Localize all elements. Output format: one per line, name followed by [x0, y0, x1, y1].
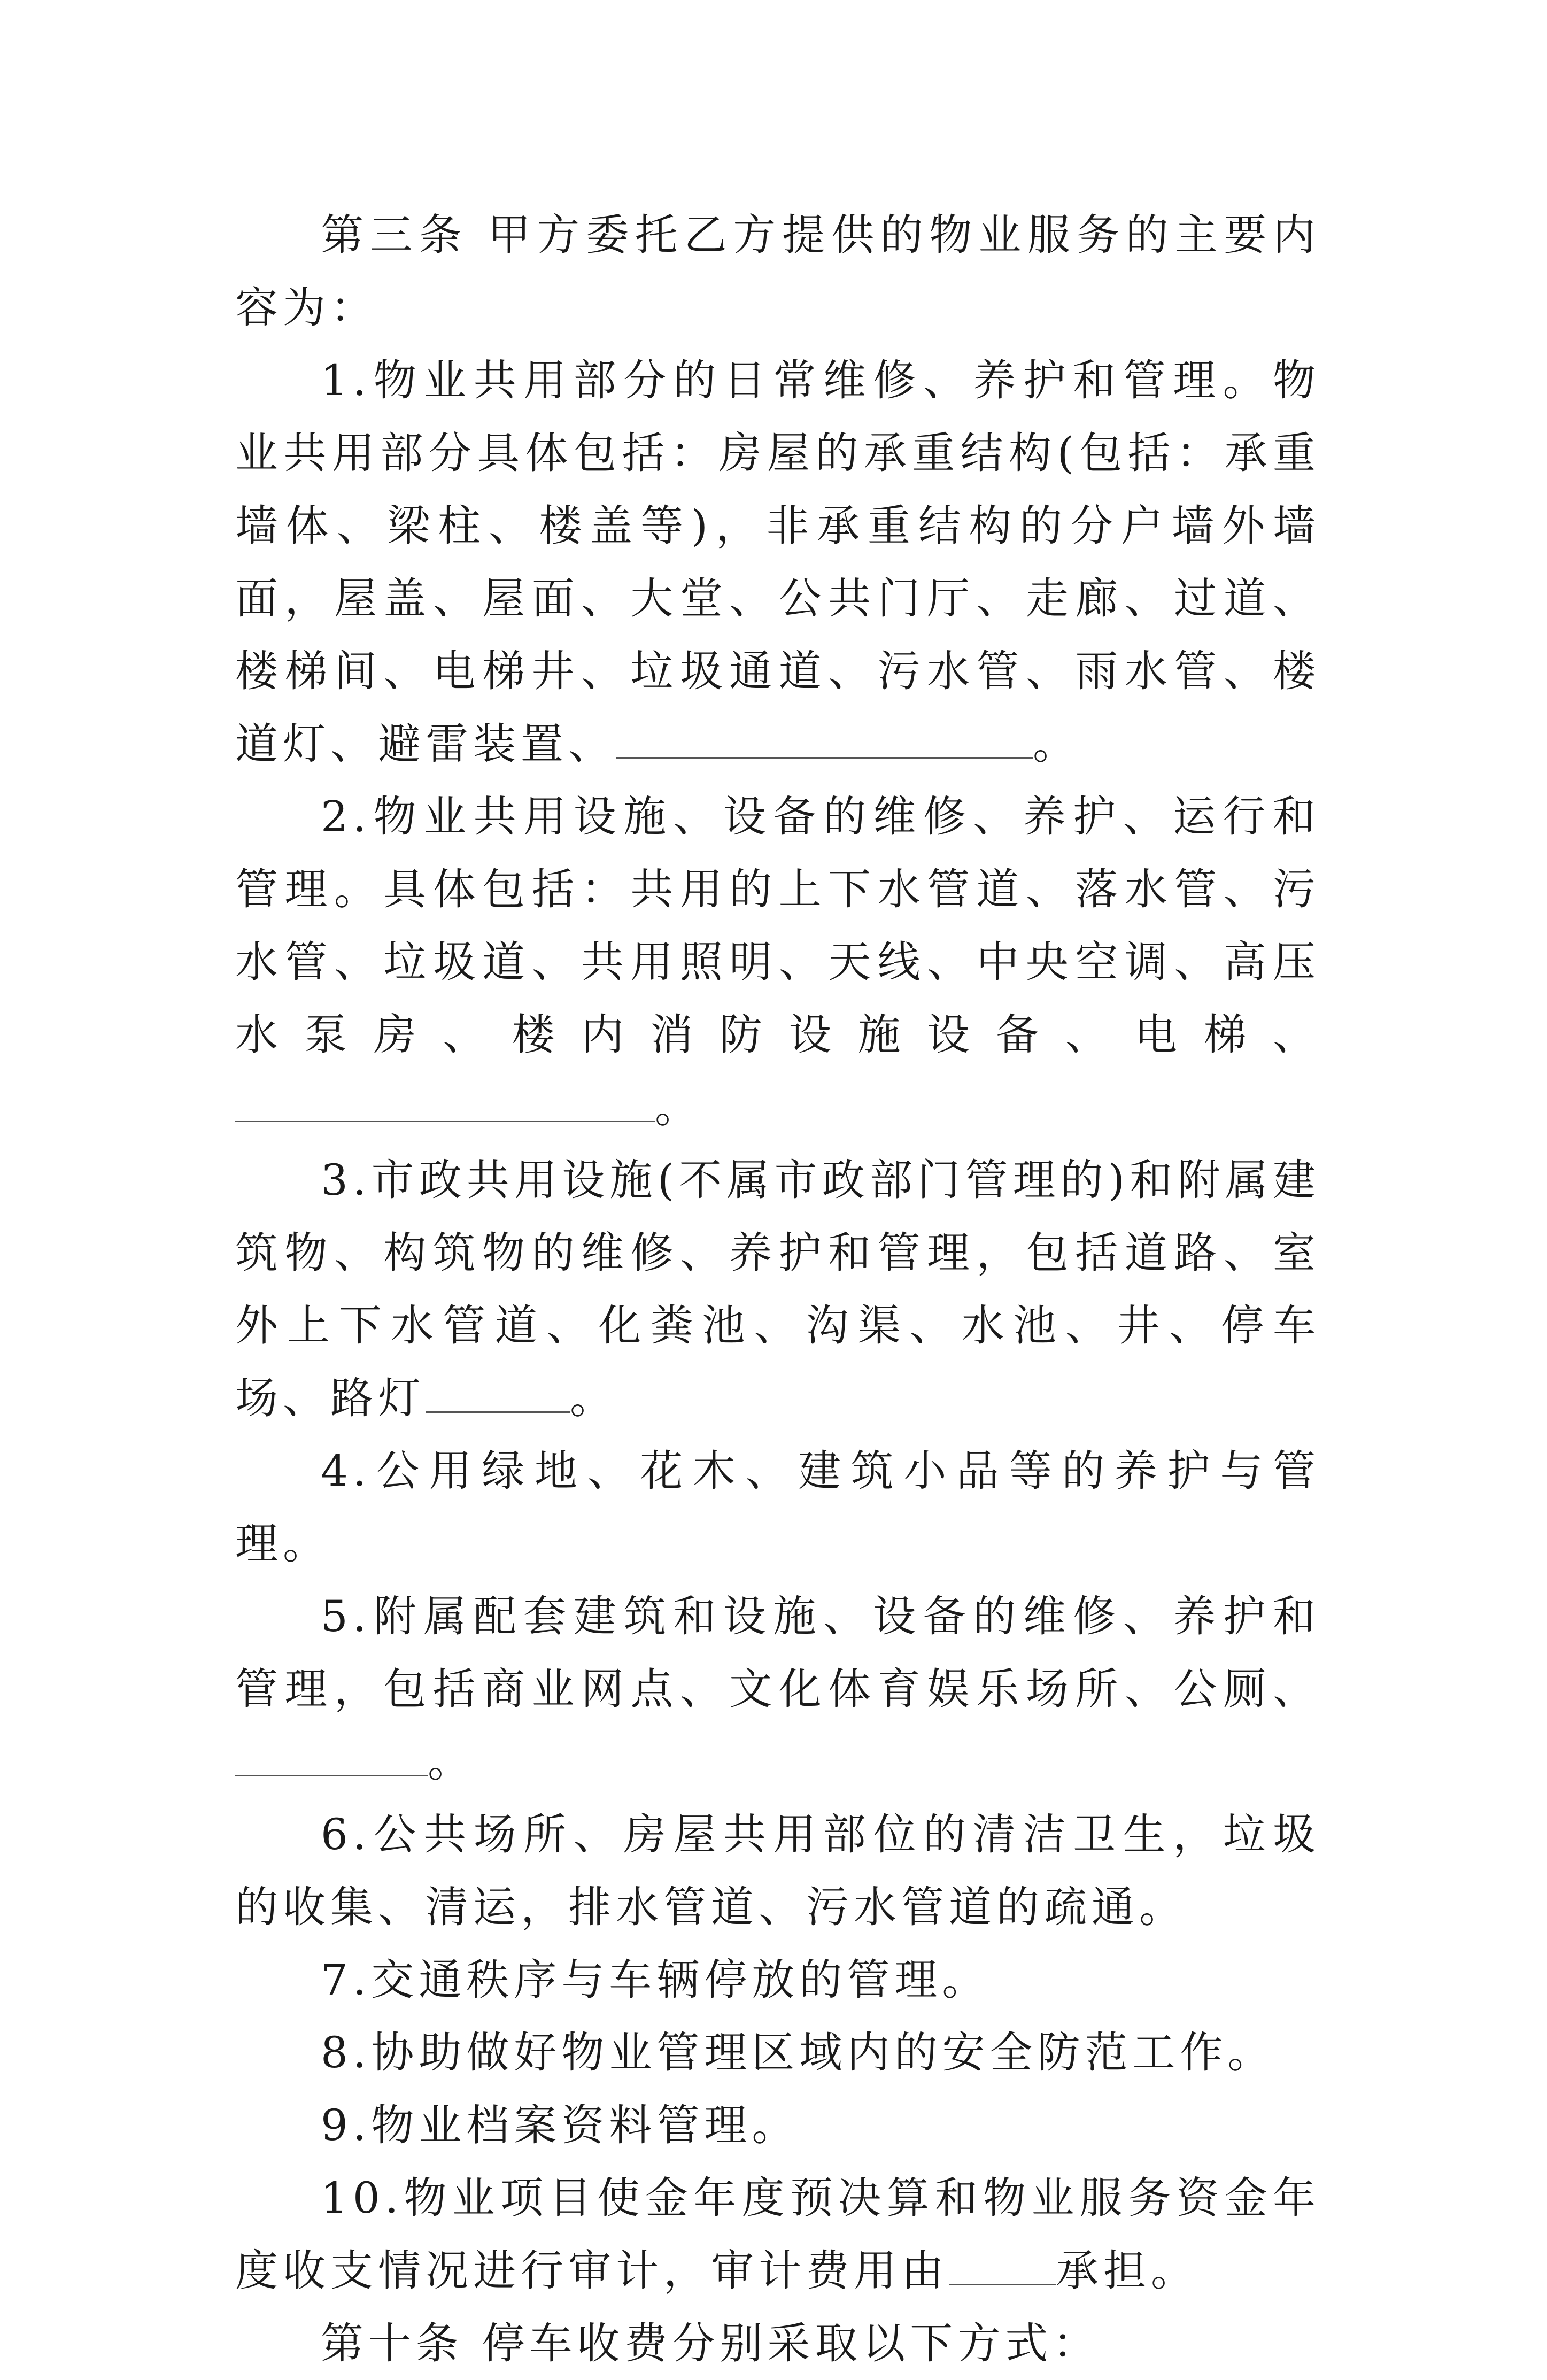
text: 承担。	[1056, 2246, 1198, 2296]
blank-fill-line	[235, 1083, 655, 1122]
text: 。	[570, 1373, 617, 1423]
text: 。	[1033, 719, 1080, 769]
text: 2.物业共用设施、设备的维修、养护、运行和管理。具体包括：共用的上下水管道、落水管、污水管、垃圾道、共用照明、天线、中央空调、高压水泵房、楼内消防设施设备、电梯、	[235, 792, 1320, 1060]
text: 8.协助做好物业管理区域内的安全防范工作。	[321, 2028, 1275, 2077]
clause-8-security	[235, 2016, 1320, 2089]
text: 3.市政共用设施(不属市政部门管理的)和附属建筑物、构筑物的维修、养护和管理，包括道路、室外上下水管道、化粪池、沟渠、水池、井、停车场、路灯	[235, 1155, 1320, 1423]
text: 9.物业档案资料管理。	[321, 2100, 800, 2150]
clause-6-cleaning	[235, 1798, 1320, 1944]
document-body	[235, 199, 1320, 2380]
clause-7-traffic	[235, 1944, 1320, 2016]
text: 7.交通秩序与车辆停放的管理。	[321, 1955, 990, 2005]
article-3-heading	[235, 199, 1320, 344]
text: 10.物业项目使金年度预决算和物业服务资金年度收支情况进行审计，审计费用由	[235, 2173, 1320, 2296]
text: 第十条 停车收费分别采取以下方式：	[321, 2319, 1101, 2368]
text: 。	[428, 1737, 475, 1787]
text: 第三条 甲方委托乙方提供的物业服务的主要内容为：	[235, 210, 1320, 333]
text: 4.公用绿地、花木、建筑小品等的养护与管理。	[235, 1446, 1320, 1568]
blank-fill-line	[426, 1374, 570, 1413]
clause-1-common-parts	[235, 344, 1320, 781]
clause-10-audit	[235, 2162, 1320, 2307]
text: 1.物业共用部分的日常维修、养护和管理。物业共用部分具体包括：房屋的承重结构(包括：承重墙体、梁柱、楼盖等)，非承重结构的分户墙外墙面，屋盖、屋面、大堂、公共门厅、走廊、过道、楼梯间、电梯井、垃圾通道、污水管、雨水管、楼道灯、避雷装置、	[235, 356, 1320, 769]
article-10-heading	[235, 2307, 1320, 2380]
text: 5.附属配套建筑和设施、设备的维修、养护和管理，包括商业网点、文化体育娱乐场所、公厕、	[235, 1591, 1320, 1714]
blank-fill-line	[616, 720, 1033, 759]
blank-fill-line	[949, 2246, 1056, 2285]
clause-9-archives	[235, 2089, 1320, 2162]
blank-fill-line	[235, 1737, 428, 1776]
clause-3-municipal-facilities	[235, 1144, 1320, 1435]
text: 。	[655, 1083, 702, 1132]
clause-5-supporting-buildings	[235, 1580, 1320, 1798]
text: 6.公共场所、房屋共用部位的清洁卫生，垃圾的收集、清运，排水管道、污水管道的疏通。	[235, 1810, 1320, 1932]
clause-2-common-facilities	[235, 781, 1320, 1144]
clause-4-green-space	[235, 1435, 1320, 1580]
